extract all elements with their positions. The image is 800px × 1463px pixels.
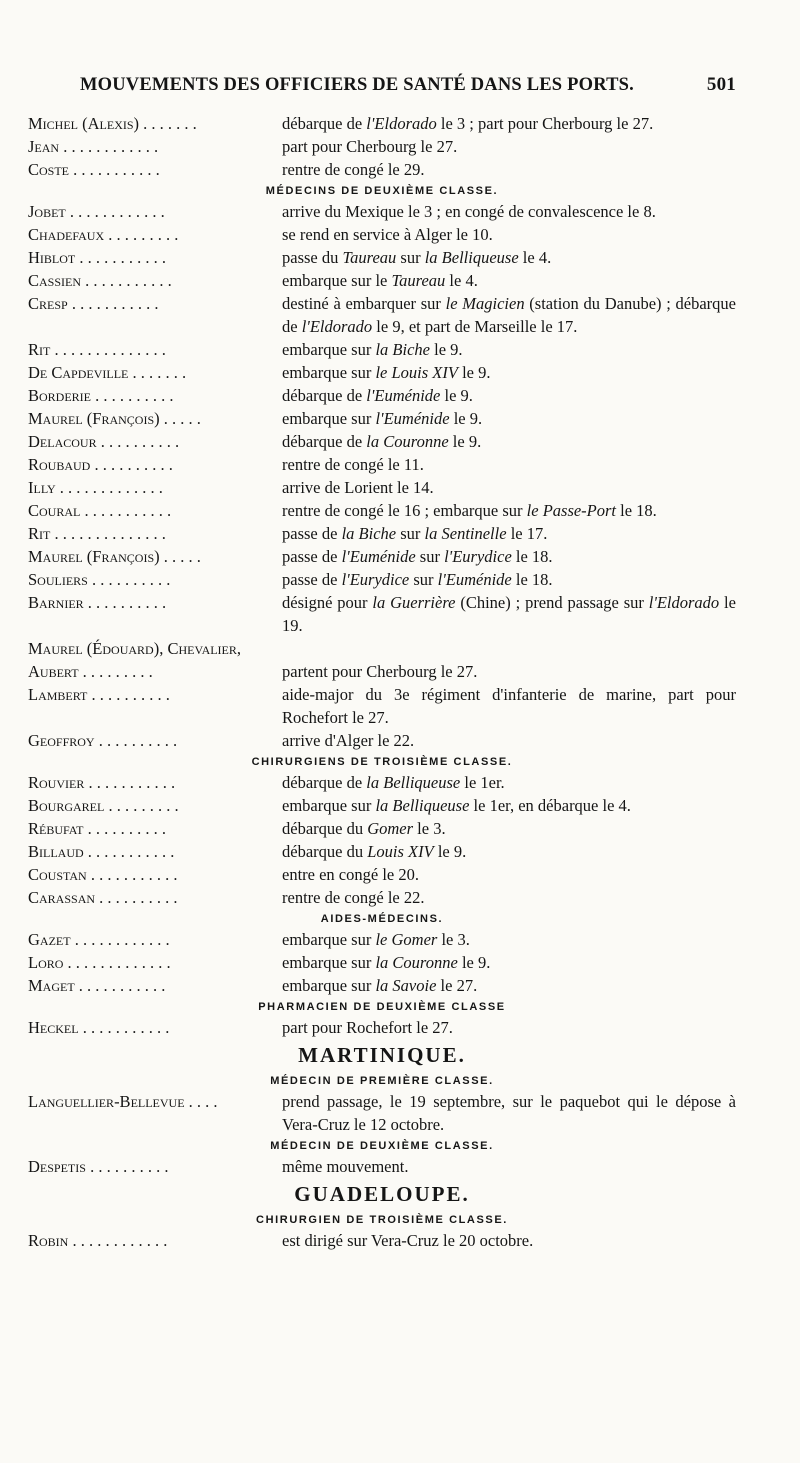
movement-text [282,476,736,499]
movement-text [282,974,736,997]
officer-name-text: Souliers [28,570,88,589]
page-number: 501 [706,74,736,95]
ship-name: l'Eurydice [341,570,410,589]
text-run: arrive du Mexique le 3 ; en congé de convalescence le 8. [282,202,656,221]
entry-row [28,476,736,499]
leader-dots: . . . . . . . . . . . . [70,930,170,949]
text-run: embarque sur le [282,271,392,290]
text-run: rentre de congé le 29. [282,160,425,179]
text-run: le 18. [511,547,553,566]
text-run: sur [409,570,438,589]
movement-text [282,729,736,752]
leader-dots: . . . . . . . . . . . . . [63,953,171,972]
text-run: le 1er. [460,773,505,792]
movement-text [282,928,736,951]
officer-name-text: Robin [28,1231,69,1250]
entry-row [28,928,736,951]
leader-dots: . . . . . . . . . . [83,819,166,838]
officer-name [28,660,274,683]
officer-name [28,683,274,706]
text-run: (station du Danube) ; débarque de [282,294,736,336]
officer-name [28,568,274,591]
officer-name [28,886,274,909]
section-subheading: PHARMACIEN DE DEUXIÈME CLASSE [258,1001,506,1013]
leader-dots: . . . . . . . . . . [87,570,171,589]
officer-name [28,430,274,453]
officer-name [28,453,274,476]
leader-dots: . . . . . . . . . . . [78,1018,170,1037]
page-title: MOUVEMENTS DES OFFICIERS DE SANTÉ DANS LES PORTS. [80,75,634,95]
entry-row [28,292,736,338]
officer-name-text: Illy [28,478,56,497]
movement-text [282,269,736,292]
officer-name-text: Gazet [28,930,71,949]
officer-name-text: Maurel (François) [28,547,160,566]
text-run: embarque sur [282,409,376,428]
entry-row [28,660,736,683]
officer-name-text: Chadefaux [28,225,105,244]
leader-dots: . . . . . [159,409,201,428]
section-subheading: AIDES-MÉDECINS. [320,913,444,925]
text-run: le 3. [413,819,446,838]
movement-text [282,863,736,886]
officer-name [28,1016,274,1039]
section-subheading: MÉDECIN DE DEUXIÈME CLASSE. [270,1140,494,1152]
officer-name-text: Jean [28,137,60,156]
officer-name-text: Carassan [28,888,96,907]
text-run: même mouvement. [282,1157,409,1176]
text-run: arrive de Lorient le 14. [282,478,434,497]
text-run: le 18. [511,570,553,589]
movement-text [282,430,736,453]
text-run: débarque de [282,386,367,405]
leader-dots: . . . . . . . . . . . . . [55,478,163,497]
movement-text [282,407,736,430]
entry-row [28,246,736,269]
entry-row [28,568,736,591]
entry-row [28,840,736,863]
officer-name [28,951,274,974]
entry-row [28,729,736,752]
movement-text [282,499,736,522]
entry-row [28,384,736,407]
movement-text [282,292,736,338]
entry-row [28,112,736,135]
officer-name [28,361,274,384]
officer-name [28,292,274,315]
officer-name-text: Maget [28,976,75,995]
section-subheading: CHIRURGIEN DE TROISIÈME CLASSE. [256,1214,508,1226]
text-run: (Chine) ; prend passage sur [455,593,649,612]
officer-name-text: Barnier [28,593,84,612]
text-run: embarque sur [282,953,376,972]
text-run: passe du [282,248,343,267]
officer-name-text: Cresp [28,294,68,313]
leader-dots: . . . . . . . . . . . [74,976,166,995]
ship-name: l'Euménide [375,409,450,428]
text-run: sur [396,248,425,267]
officer-name [28,771,274,794]
officer-name [28,200,274,223]
officer-name-text: Jobet [28,202,66,221]
movement-text [282,683,736,729]
ship-name: Louis XIV [367,842,434,861]
text-run: désigné pour [282,593,373,612]
text-run: le 9, et part de Marseille le 17. [372,317,578,336]
leader-dots: . . . . . . . [128,363,187,382]
text-run: le 9. [457,953,491,972]
movement-text [282,568,736,591]
leader-dots: . . . . . . . . . . [96,432,180,451]
entry-row [28,453,736,476]
entry-row [28,135,736,158]
entry-row [28,1155,736,1178]
officer-name-text: Delacour [28,432,97,451]
entry-row [28,794,736,817]
movement-text [282,384,736,407]
ship-name: la Belliqueuse [375,796,470,815]
ship-name: le Magicien [445,294,525,313]
officer-name-text: Hiblot [28,248,76,267]
officer-name-text: De Capdeville [28,363,129,382]
movement-text [282,591,736,637]
movement-text [282,545,736,568]
leader-dots: . . . . . . . . . [78,662,153,681]
text-run: sur [396,524,425,543]
movement-text [282,1155,736,1178]
movement-text [282,338,736,361]
text-run: débarque du [282,842,368,861]
leader-dots: . . . . . . . . . . [95,888,178,907]
text-run: est dirigé sur Vera-Cruz le 20 octobre. [282,1231,534,1250]
officer-name [28,1155,274,1178]
ship-name: l'Euménide [366,386,441,405]
officer-name-text: Languellier-Bellevue [28,1092,185,1111]
officer-name [28,246,274,269]
officer-name-text: Roubaud [28,455,91,474]
officer-name [28,545,274,568]
officer-name-text: Coste [28,160,70,179]
text-run: le 9. [440,386,473,405]
ship-name: la Belliqueuse [366,773,461,792]
officer-name [28,591,274,614]
movement-text [282,1016,736,1039]
movement-text [282,817,736,840]
text-run: embarque sur [282,930,376,949]
text-run: le 9. [449,409,483,428]
officer-name [28,729,274,752]
leader-dots: . . . . . . . . . . [83,593,167,612]
text-run: le 3. [437,930,470,949]
entry-row [28,863,736,886]
ship-name: l'Eurydice [444,547,512,566]
leader-dots: . . . . [184,1092,218,1111]
entries-list [28,112,736,1252]
officer-name [28,158,274,181]
officer-name-text: Rouvier [28,773,85,792]
text-run: rentre de congé le 22. [282,888,425,907]
entry-row [28,200,736,223]
ship-name: le Louis XIV [375,363,458,382]
officer-name-text: Rébufat [28,819,84,838]
entry-row [28,158,736,181]
officer-name [28,407,274,430]
leader-dots: . . . . . . . . . . [91,386,174,405]
leader-dots: . . . . . . . . . . . [67,294,159,313]
entry-row [28,1016,736,1039]
text-run: débarque de [282,114,367,133]
text-run: le 4. [445,271,478,290]
officer-name-text: Rit [28,524,51,543]
text-run: le 9. [433,842,467,861]
entry-row [28,683,736,729]
officer-name-text: Maurel (Édouard), Chevalier, [28,639,242,658]
ship-name: Gomer [367,819,414,838]
leader-dots: . . . . . . . . . . . [86,865,178,884]
entry-row [28,974,736,997]
text-run: débarque de [282,432,367,451]
leader-dots: . . . . . . . . . . . [80,501,172,520]
entry-row [28,951,736,974]
movement-text [282,1090,736,1136]
movement-text [282,1229,736,1252]
leader-dots: . . . . . . . . . . . . . . [50,340,166,359]
officer-name [28,840,274,863]
officer-name-text: Borderie [28,386,92,405]
text-run: embarque sur [282,340,376,359]
ship-name: le Gomer [375,930,438,949]
text-run: le 18. [616,501,657,520]
text-run: le 17. [506,524,548,543]
leader-dots: . . . . . . . . . . . [69,160,160,179]
officer-name-text: Despetis [28,1157,86,1176]
officer-name [28,974,274,997]
officer-name-text: Aubert [28,662,79,681]
leader-dots: . . . . . . . . . . . . [59,137,159,156]
movement-text [282,840,736,863]
leader-dots: . . . . . . . . . . . . [68,1231,168,1250]
text-run: le 9. [457,363,491,382]
officer-name [28,476,274,499]
ship-name: l'Euménide [437,570,512,589]
officer-name-text: Maurel (François) [28,409,160,428]
leader-dots: . . . . . . . . . . [87,685,170,704]
text-run: le 1er, en débarque le 4. [469,796,631,815]
movement-text [282,771,736,794]
section-subheading: CHIRURGIENS DE TROISIÈME CLASSE. [251,756,513,768]
officer-name-text: Rit [28,340,51,359]
leader-dots: . . . . . . . . . . . [75,248,166,267]
text-run: se rend en service à Alger le 10. [282,225,493,244]
officer-name-text: Bourgarel [28,796,105,815]
ship-name: la Biche [341,524,397,543]
movement-text [282,660,736,683]
officer-name-text: Heckel [28,1018,79,1037]
movement-text [282,453,736,476]
text-run: entre en congé le 20. [282,865,419,884]
officer-name-text: Coural [28,501,81,520]
ship-name: l'Eldorado [366,114,437,133]
entry-row [28,407,736,430]
text-run: le 19. [282,593,736,635]
text-run: prend passage, le 19 septembre, sur le paquebot qui le dépose à Vera-Cruz le 12 octobre. [282,1092,736,1134]
officer-name [28,637,274,660]
leader-dots: . . . . . . . . . [104,796,179,815]
section-heading: GUADELOUPE. [294,1182,470,1206]
text-run: débarque du [282,819,368,838]
officer-name [28,1229,274,1252]
leader-dots: . . . . . . . . . . [90,455,173,474]
ship-name: l'Eldorado [648,593,720,612]
entry-row [28,886,736,909]
officer-name [28,223,274,246]
text-run: le 4. [518,248,552,267]
text-run: embarque sur [282,976,376,995]
section-heading: MARTINIQUE. [298,1043,466,1067]
entry-row [28,545,736,568]
entry-row [28,591,736,637]
leader-dots: . . . . . . . . . . [85,1157,169,1176]
text-run: passe de [282,570,342,589]
movement-text [282,223,736,246]
entry-row [28,269,736,292]
officer-name [28,112,274,135]
text-run: passe de [282,524,342,543]
movement-text [282,361,736,384]
officer-name [28,384,274,407]
movement-text [282,522,736,545]
leader-dots: . . . . . . . . . . . . . . [50,524,166,543]
officer-name [28,499,274,522]
ship-name: Taureau [391,271,446,290]
officer-name [28,522,274,545]
leader-dots: . . . . . . . . . [104,225,179,244]
officer-name-text: Lambert [28,685,88,704]
text-run: le 3 ; part pour Cherbourg le 27. [436,114,654,133]
movement-text [282,246,736,269]
officer-name [28,794,274,817]
running-header [80,74,736,96]
leader-dots: . . . . . . . . . . . [83,842,175,861]
movement-text [282,112,736,135]
entry-row [28,430,736,453]
officer-name [28,338,274,361]
officer-name-text: Cassien [28,271,82,290]
ship-name: la Couronne [366,432,449,451]
section-subheading: MÉDECINS DE DEUXIÈME CLASSE. [265,185,499,197]
officer-name-text: Michel (Alexis) [28,114,140,133]
entry-row [28,1229,736,1252]
text-run: sur [415,547,445,566]
movement-text [282,135,736,158]
entry-row [28,499,736,522]
section-subheading: MÉDECIN DE PREMIÈRE CLASSE. [270,1075,494,1087]
officer-name [28,135,274,158]
officer-name [28,817,274,840]
ship-name: l'Euménide [341,547,416,566]
text-run: arrive d'Alger le 22. [282,731,415,750]
text-run: embarque sur [282,363,376,382]
text-run: aide-major du 3e régiment d'infanterie de marine, part pour Rochefort le 27. [282,685,736,727]
text-run: rentre de congé le 16 ; embarque sur [282,501,527,520]
entry-row [28,522,736,545]
officer-name-text: Geoffroy [28,731,95,750]
ship-name: la Sentinelle [424,524,507,543]
entry-row [28,637,736,660]
text-run: partent pour Cherbourg le 27. [282,662,478,681]
ship-name: la Savoie [375,976,437,995]
movement-text [282,951,736,974]
text-run: passe de [282,547,342,566]
ship-name: l'Eldorado [301,317,373,336]
entry-row [28,223,736,246]
text-run: débarque de [282,773,367,792]
leader-dots: . . . . . . . . . . [94,731,178,750]
leader-dots: . . . . . [159,547,201,566]
text-run: rentre de congé le 11. [282,455,424,474]
text-run: destiné à embarquer sur [282,294,446,313]
entry-row [28,361,736,384]
text-run: part pour Cherbourg le 27. [282,137,458,156]
movement-text [282,200,736,223]
leader-dots: . . . . . . . . . . . [81,271,172,290]
entry-row [28,338,736,361]
officer-name [28,1090,274,1113]
officer-name-text: Coustan [28,865,87,884]
officer-name-text: Loro [28,953,64,972]
movement-text [282,158,736,181]
text-run: le 9. [430,340,463,359]
text-run: le 9. [448,432,482,451]
movement-text [282,794,736,817]
text-run: embarque sur [282,796,376,815]
officer-name [28,863,274,886]
officer-name [28,928,274,951]
ship-name: la Guerrière [372,593,456,612]
movement-text [282,886,736,909]
text-run: le 27. [436,976,478,995]
officer-name [28,269,274,292]
ship-name: la Biche [375,340,430,359]
officer-name-text: Billaud [28,842,84,861]
ship-name: le Passe-Port [526,501,617,520]
ship-name: la Belliqueuse [424,248,519,267]
ship-name: Taureau [342,248,397,267]
leader-dots: . . . . . . . [139,114,197,133]
leader-dots: . . . . . . . . . . . . [65,202,165,221]
ship-name: la Couronne [375,953,458,972]
text-run: part pour Rochefort le 27. [282,1018,453,1037]
entry-row [28,771,736,794]
leader-dots: . . . . . . . . . . . [84,773,176,792]
entry-row [28,817,736,840]
entry-row [28,1090,736,1136]
